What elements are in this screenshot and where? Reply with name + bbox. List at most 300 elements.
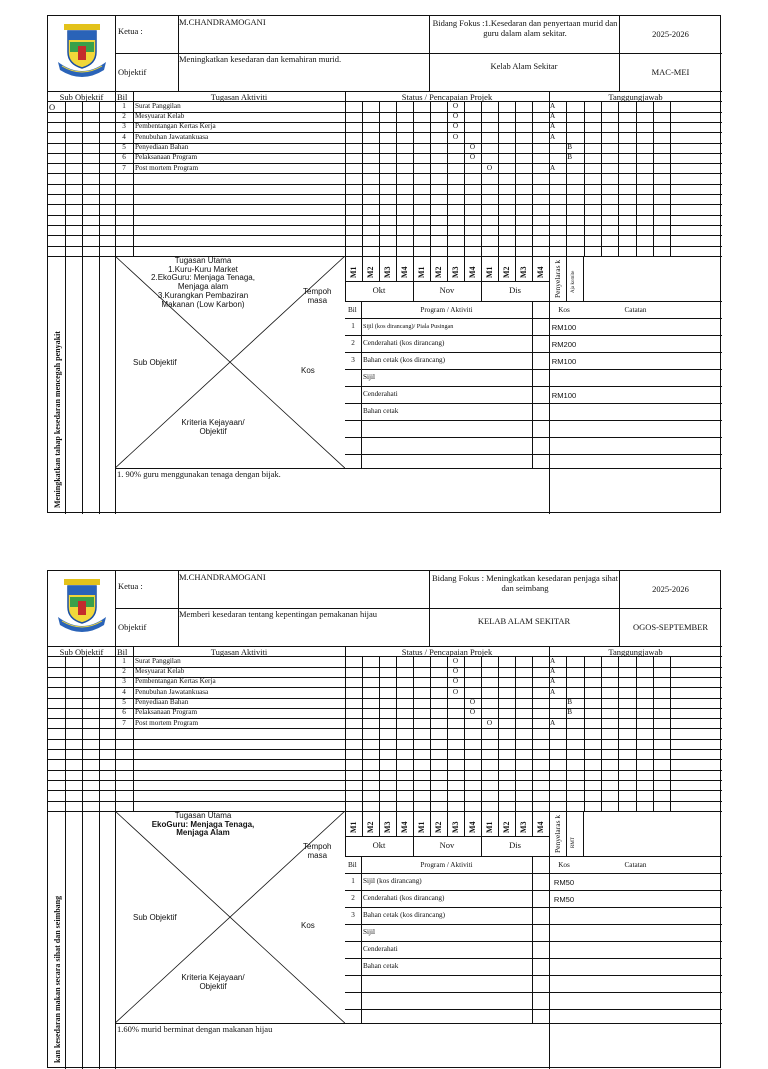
program-number: 1 [351, 876, 355, 885]
responsible-code: A [550, 687, 556, 696]
header-bil: Bil [348, 305, 357, 314]
program-name: Sijil (kos dirancang)/ Piala Pusingan [363, 322, 454, 330]
week-label: M1 [349, 266, 358, 278]
plan-sheet-2 [47, 570, 721, 1068]
responsible-code: A [550, 101, 556, 110]
program-cost: RM50 [553, 894, 575, 904]
col-line [447, 256, 448, 281]
row-line [48, 801, 722, 802]
row-line [48, 739, 722, 740]
week-label: M3 [451, 266, 460, 278]
tugasan-utama [138, 257, 268, 310]
col-line [498, 656, 499, 811]
responsible-code: B [567, 143, 573, 151]
program-number: 3 [351, 910, 355, 919]
tugasan-utama-line: EkoGuru: Menjaga Tenaga, [151, 819, 255, 829]
col-line [413, 811, 414, 836]
tugasan-utama [138, 812, 268, 838]
program-number: 3 [351, 355, 355, 364]
task-number: 3 [122, 122, 126, 131]
row-line [48, 173, 722, 174]
col-line [515, 811, 516, 836]
col-line [99, 656, 100, 811]
objektif-text: Memberi kesedaran tentang kepentingan pemakanan hijau [179, 609, 378, 619]
period: MAC-MEI [651, 67, 690, 77]
status-mark: O [469, 153, 476, 162]
header-catatan: Catatan [624, 860, 647, 869]
row-line [345, 890, 722, 891]
task-number: 1 [122, 101, 126, 110]
task-name: Post mortem Program [135, 163, 199, 172]
task-number: 3 [122, 677, 126, 686]
task-name: Mesyuarat Kelab [135, 112, 185, 121]
col-line [532, 811, 533, 836]
week-label: M2 [434, 266, 443, 278]
month-label: Nov [439, 284, 455, 295]
kriteria-text: 1.60% murid berminat dengan makanan hijau [117, 1024, 273, 1034]
col-line [636, 101, 637, 256]
row-line [345, 941, 722, 942]
col-line [82, 811, 83, 1069]
col-line [345, 91, 346, 256]
row-line [345, 873, 722, 874]
task-number: 5 [122, 698, 126, 706]
kriteria-label [163, 973, 263, 991]
program-cost: RM100 [551, 322, 577, 332]
objektif-label: Objektif [118, 622, 147, 632]
header-program: Program / Aktiviti [420, 305, 473, 314]
row-line [48, 728, 722, 729]
kriteria-line: Kriteria Kejayaan/ [181, 972, 245, 982]
col-line [532, 101, 533, 256]
col-line [566, 101, 567, 256]
col-line [82, 656, 83, 811]
task-number: 7 [122, 718, 126, 727]
status-mark: O [452, 101, 459, 110]
responsible-code: B [567, 698, 573, 706]
month-label: Okt [372, 839, 386, 850]
col-line [566, 811, 567, 856]
col-line [396, 811, 397, 836]
program-name: Bahan cetak (kos dirancang) [363, 355, 446, 364]
week-label: M3 [383, 266, 392, 278]
col-line [481, 101, 482, 256]
header-program: Program / Aktiviti [420, 860, 473, 869]
col-line [345, 256, 346, 281]
ketua-label: Ketua : [118, 26, 143, 36]
status-mark: O [452, 677, 459, 686]
tugasan-utama-line: Menjaga Alam [176, 828, 230, 838]
program-name: Sijil [363, 372, 375, 381]
row-line [48, 235, 722, 236]
col-line [99, 811, 100, 1069]
status-mark: O [452, 122, 459, 131]
row-line [345, 369, 722, 370]
responsible-code: A [550, 677, 556, 686]
col-line [601, 101, 602, 256]
year-range: 2025-2026 [652, 584, 689, 594]
col-line [481, 256, 482, 281]
club-name: KELAB ALAM SEKITAR [477, 616, 571, 626]
row-line [345, 420, 722, 421]
col-line [670, 101, 671, 256]
kriteria-line: Objektif [199, 981, 227, 991]
task-name: Penubuhan Jawatankuasa [135, 687, 209, 696]
week-label: M2 [434, 821, 443, 833]
responsible-code: A [550, 112, 556, 121]
status-mark: O [469, 708, 476, 717]
col-line [133, 101, 134, 256]
col-line [82, 101, 83, 256]
status-mark: O [486, 163, 493, 172]
header-sub-objektif: Sub Objektif [59, 646, 104, 657]
col-line [515, 101, 516, 256]
week-label: M3 [451, 821, 460, 833]
col-line [447, 811, 448, 836]
header-tugasan-aktiviti: Tugasan Aktiviti [210, 646, 268, 657]
col-line [413, 656, 414, 811]
club-name: Kelab Alam Sekitar [490, 61, 558, 71]
task-name: Penyediaan Bahan [135, 698, 189, 706]
col-line [99, 101, 100, 256]
aja-label: Aja komite [571, 270, 576, 293]
row-line [48, 246, 722, 247]
status-mark: O [452, 667, 459, 676]
status-mark: O [469, 143, 476, 151]
row-line [345, 836, 549, 837]
week-label: M2 [366, 821, 375, 833]
program-number: 1 [351, 321, 355, 330]
tugasan-utama-line: Tugasan Utama [174, 255, 232, 265]
tugasan-utama-line: 2.EkoGuru: Menjaga Tenaga, [151, 273, 255, 283]
tugasan-utama-line: Tugasan Utama [174, 810, 232, 820]
task-name: Penubuhan Jawatankuasa [135, 132, 209, 141]
week-label: M2 [502, 266, 511, 278]
bidang-fokus: Bidang Fokus : Meningkatkan kesedaran penjaga sihat dan seimbang [432, 573, 619, 593]
week-label: M1 [417, 266, 426, 278]
aja-label: RMT [571, 836, 576, 848]
objektif-label: Objektif [118, 67, 147, 77]
status-mark: O [452, 112, 459, 121]
col-line [430, 101, 431, 256]
kos-label: Kos [301, 920, 315, 930]
col-line [361, 856, 362, 1023]
col-line [345, 811, 346, 836]
program-cost: RM100 [551, 390, 577, 400]
row-line [345, 958, 722, 959]
month-label: Okt [372, 284, 386, 295]
col-line [583, 811, 584, 856]
col-line [515, 656, 516, 811]
kriteria-text: 1. 90% guru menggunakan tenaga dengan bijak. [117, 469, 281, 479]
kriteria-line: Objektif [199, 426, 227, 436]
col-line [566, 656, 567, 811]
week-label: M1 [485, 821, 494, 833]
program-name: Bahan cetak [363, 961, 399, 970]
row-line [345, 924, 722, 925]
sub-objektif-label: Sub Objektif [133, 912, 177, 922]
col-line [464, 811, 465, 836]
status-mark: O [452, 687, 459, 696]
col-line [345, 646, 346, 811]
year-range: 2025-2026 [652, 29, 689, 39]
col-line [413, 101, 414, 256]
row-line [48, 770, 722, 771]
week-label: M4 [536, 266, 545, 278]
col-line [515, 256, 516, 281]
week-label: M2 [366, 266, 375, 278]
row-line [48, 184, 722, 185]
task-number: 4 [122, 132, 126, 141]
period: OGOS-SEPTEMBER [632, 622, 709, 632]
ketua-name: M.CHANDRAMOGANI [179, 17, 266, 27]
program-name: Sijil [363, 927, 375, 936]
col-line [464, 656, 465, 811]
row-line [345, 335, 722, 336]
row-line [48, 204, 722, 205]
week-label: M1 [349, 821, 358, 833]
col-line [653, 101, 654, 256]
penyelaras-label: Penyelaras k [553, 814, 562, 853]
school-crest-logo [54, 577, 110, 637]
row-line [345, 1009, 722, 1010]
week-label: M1 [485, 266, 494, 278]
responsible-code: A [550, 667, 556, 676]
bidang-fokus: Bidang Fokus :1.Kesedaran dan penyertaan murid dan guru dalam alam sekitar. [432, 18, 618, 38]
task-name: Penyediaan Bahan [135, 143, 189, 151]
col-line [65, 656, 66, 811]
row-line [345, 454, 722, 455]
col-line [362, 811, 363, 836]
col-line [65, 101, 66, 256]
side-label: Meningkatkan tahap kesedaran mencegah penyakit [53, 330, 62, 508]
col-line [396, 101, 397, 256]
tugasan-utama-line: Menjaga alam [177, 282, 229, 292]
col-line [65, 256, 66, 514]
task-number: 2 [122, 112, 126, 121]
col-line [498, 811, 499, 836]
col-line [361, 301, 362, 468]
row-line [48, 749, 722, 750]
tugasan-utama-line: 3.Kurangkan Pembaziran [157, 290, 249, 300]
program-cost: RM200 [551, 339, 577, 349]
responsible-code: A [550, 718, 556, 727]
status-mark: O [452, 656, 459, 665]
header-bil: Bil [117, 91, 128, 102]
row-line [345, 281, 549, 282]
col-line [636, 656, 637, 811]
kriteria-line: Kriteria Kejayaan/ [181, 417, 245, 427]
task-number: 7 [122, 163, 126, 172]
plan-sheet-1 [47, 15, 721, 513]
col-line [481, 656, 482, 811]
col-line [498, 256, 499, 281]
program-name: Cenderahati (kos dirancang) [363, 338, 445, 347]
task-name: Pelaksanaan Program [135, 708, 198, 717]
task-name: Surat Panggilan [135, 101, 181, 110]
col-line [430, 811, 431, 836]
kos-label: Kos [301, 365, 315, 375]
month-label: Nov [439, 839, 455, 850]
header-kos: Kos [558, 860, 570, 869]
col-line [362, 656, 363, 811]
ketua-name: M.CHANDRAMOGANI [179, 572, 266, 582]
col-line [584, 656, 585, 811]
row-line [48, 780, 722, 781]
header-status: Status / Pencapaian Projek [401, 91, 493, 102]
row-line [345, 403, 722, 404]
week-label: M4 [400, 266, 409, 278]
col-line [464, 101, 465, 256]
program-name: Bahan cetak (kos dirancang) [363, 910, 446, 919]
col-line [584, 101, 585, 256]
header-tanggungjawab: Tanggungjawab [608, 91, 663, 102]
col-line [133, 656, 134, 811]
col-line [379, 256, 380, 281]
status-mark: O [486, 718, 493, 727]
week-label: M2 [502, 821, 511, 833]
row-line [48, 225, 722, 226]
program-name: Sijil (kos dirancang) [363, 876, 422, 885]
header-sub-objektif: Sub Objektif [59, 91, 104, 102]
header-tanggungjawab: Tanggungjawab [608, 646, 663, 657]
tempoh-masa [303, 287, 331, 305]
responsible-code: A [550, 163, 556, 172]
header-tugasan-aktiviti: Tugasan Aktiviti [210, 91, 268, 102]
tugasan-utama-line: 1.Kuru-Kuru Market [168, 264, 238, 274]
month-label: Dis [509, 284, 521, 295]
col-line [430, 656, 431, 811]
col-line [413, 256, 414, 281]
row-line [345, 301, 722, 302]
col-line [379, 811, 380, 836]
task-number: 6 [122, 708, 126, 717]
penyelaras-label: Penyelaras k [553, 259, 562, 298]
col-line [532, 656, 533, 811]
responsible-code: A [550, 132, 556, 141]
week-label: M4 [536, 821, 545, 833]
col-line [583, 256, 584, 301]
header-bil: Bil [117, 646, 128, 657]
row-line [345, 975, 722, 976]
week-label: M1 [417, 821, 426, 833]
col-line [65, 811, 66, 1069]
header-status: Status / Pencapaian Projek [401, 646, 493, 657]
program-cost: RM100 [551, 356, 577, 366]
col-line [99, 256, 100, 514]
sub-objektif-first: O [49, 101, 56, 112]
sub-objektif-label: Sub Objektif [133, 357, 177, 367]
row-line [345, 992, 722, 993]
week-label: M4 [468, 821, 477, 833]
row-line [48, 759, 722, 760]
col-line [362, 101, 363, 256]
col-line [532, 256, 533, 281]
row-line [345, 856, 722, 857]
row-line [345, 318, 722, 319]
col-line [379, 101, 380, 256]
col-line [396, 256, 397, 281]
status-mark: O [452, 132, 459, 141]
responsible-code: B [567, 708, 573, 717]
task-name: Mesyuarat Kelab [135, 667, 185, 676]
row-line [345, 437, 722, 438]
school-crest-logo [54, 22, 110, 82]
col-line [618, 656, 619, 811]
col-line [618, 101, 619, 256]
tempoh-line: Tempoh [303, 286, 332, 296]
tempoh-line: masa [307, 850, 328, 860]
col-line [670, 656, 671, 811]
program-number: 2 [351, 338, 355, 347]
col-line [481, 811, 482, 836]
header-bil: Bil [348, 860, 357, 869]
program-name: Bahan cetak [363, 406, 399, 415]
week-label: M4 [468, 266, 477, 278]
month-label: Dis [509, 839, 521, 850]
tempoh-line: Tempoh [303, 841, 332, 851]
week-label: M4 [400, 821, 409, 833]
side-label: kan kesedaran makan secara sihat dan seimbang [53, 895, 62, 1063]
col-line [362, 256, 363, 281]
program-name: Cenderahati (kos dirancang) [363, 893, 445, 902]
responsible-code: B [567, 153, 573, 162]
responsible-code: A [550, 656, 556, 665]
task-number: 6 [122, 153, 126, 162]
row-line [48, 215, 722, 216]
task-number: 4 [122, 687, 126, 696]
row-line [48, 194, 722, 195]
col-line [396, 656, 397, 811]
kriteria-label [163, 418, 263, 436]
col-line [498, 101, 499, 256]
objektif-text: Meningkatkan kesedaran dan kemahiran murid. [179, 54, 342, 64]
program-name: Cenderahati [363, 944, 398, 953]
tempoh-masa [303, 842, 331, 860]
col-line [566, 256, 567, 301]
week-label: M3 [519, 821, 528, 833]
task-number: 1 [122, 656, 126, 665]
task-name: Pelaksanaan Program [135, 153, 198, 162]
tugasan-utama-line: Makanan (Low Karbon) [161, 299, 245, 309]
col-line [430, 256, 431, 281]
col-line [601, 656, 602, 811]
status-mark: O [469, 698, 476, 706]
header-catatan: Catatan [624, 305, 647, 314]
row-line [345, 386, 722, 387]
task-name: Surat Panggilan [135, 656, 181, 665]
task-name: Post mortem Program [135, 718, 199, 727]
program-number: 2 [351, 893, 355, 902]
row-line [345, 907, 722, 908]
row-line [48, 790, 722, 791]
row-line [345, 352, 722, 353]
responsible-code: A [550, 122, 556, 131]
col-line [653, 656, 654, 811]
col-line [82, 256, 83, 514]
task-name: Pembentangan Kertas Kerja [135, 677, 216, 686]
header-kos: Kos [558, 305, 570, 314]
task-number: 2 [122, 667, 126, 676]
ketua-label: Ketua : [118, 581, 143, 591]
week-label: M3 [519, 266, 528, 278]
week-label: M3 [383, 821, 392, 833]
task-name: Pembentangan Kertas Kerja [135, 122, 216, 131]
program-name: Cenderahati [363, 389, 398, 398]
program-cost: RM50 [553, 877, 575, 887]
col-line [379, 656, 380, 811]
task-number: 5 [122, 143, 126, 151]
